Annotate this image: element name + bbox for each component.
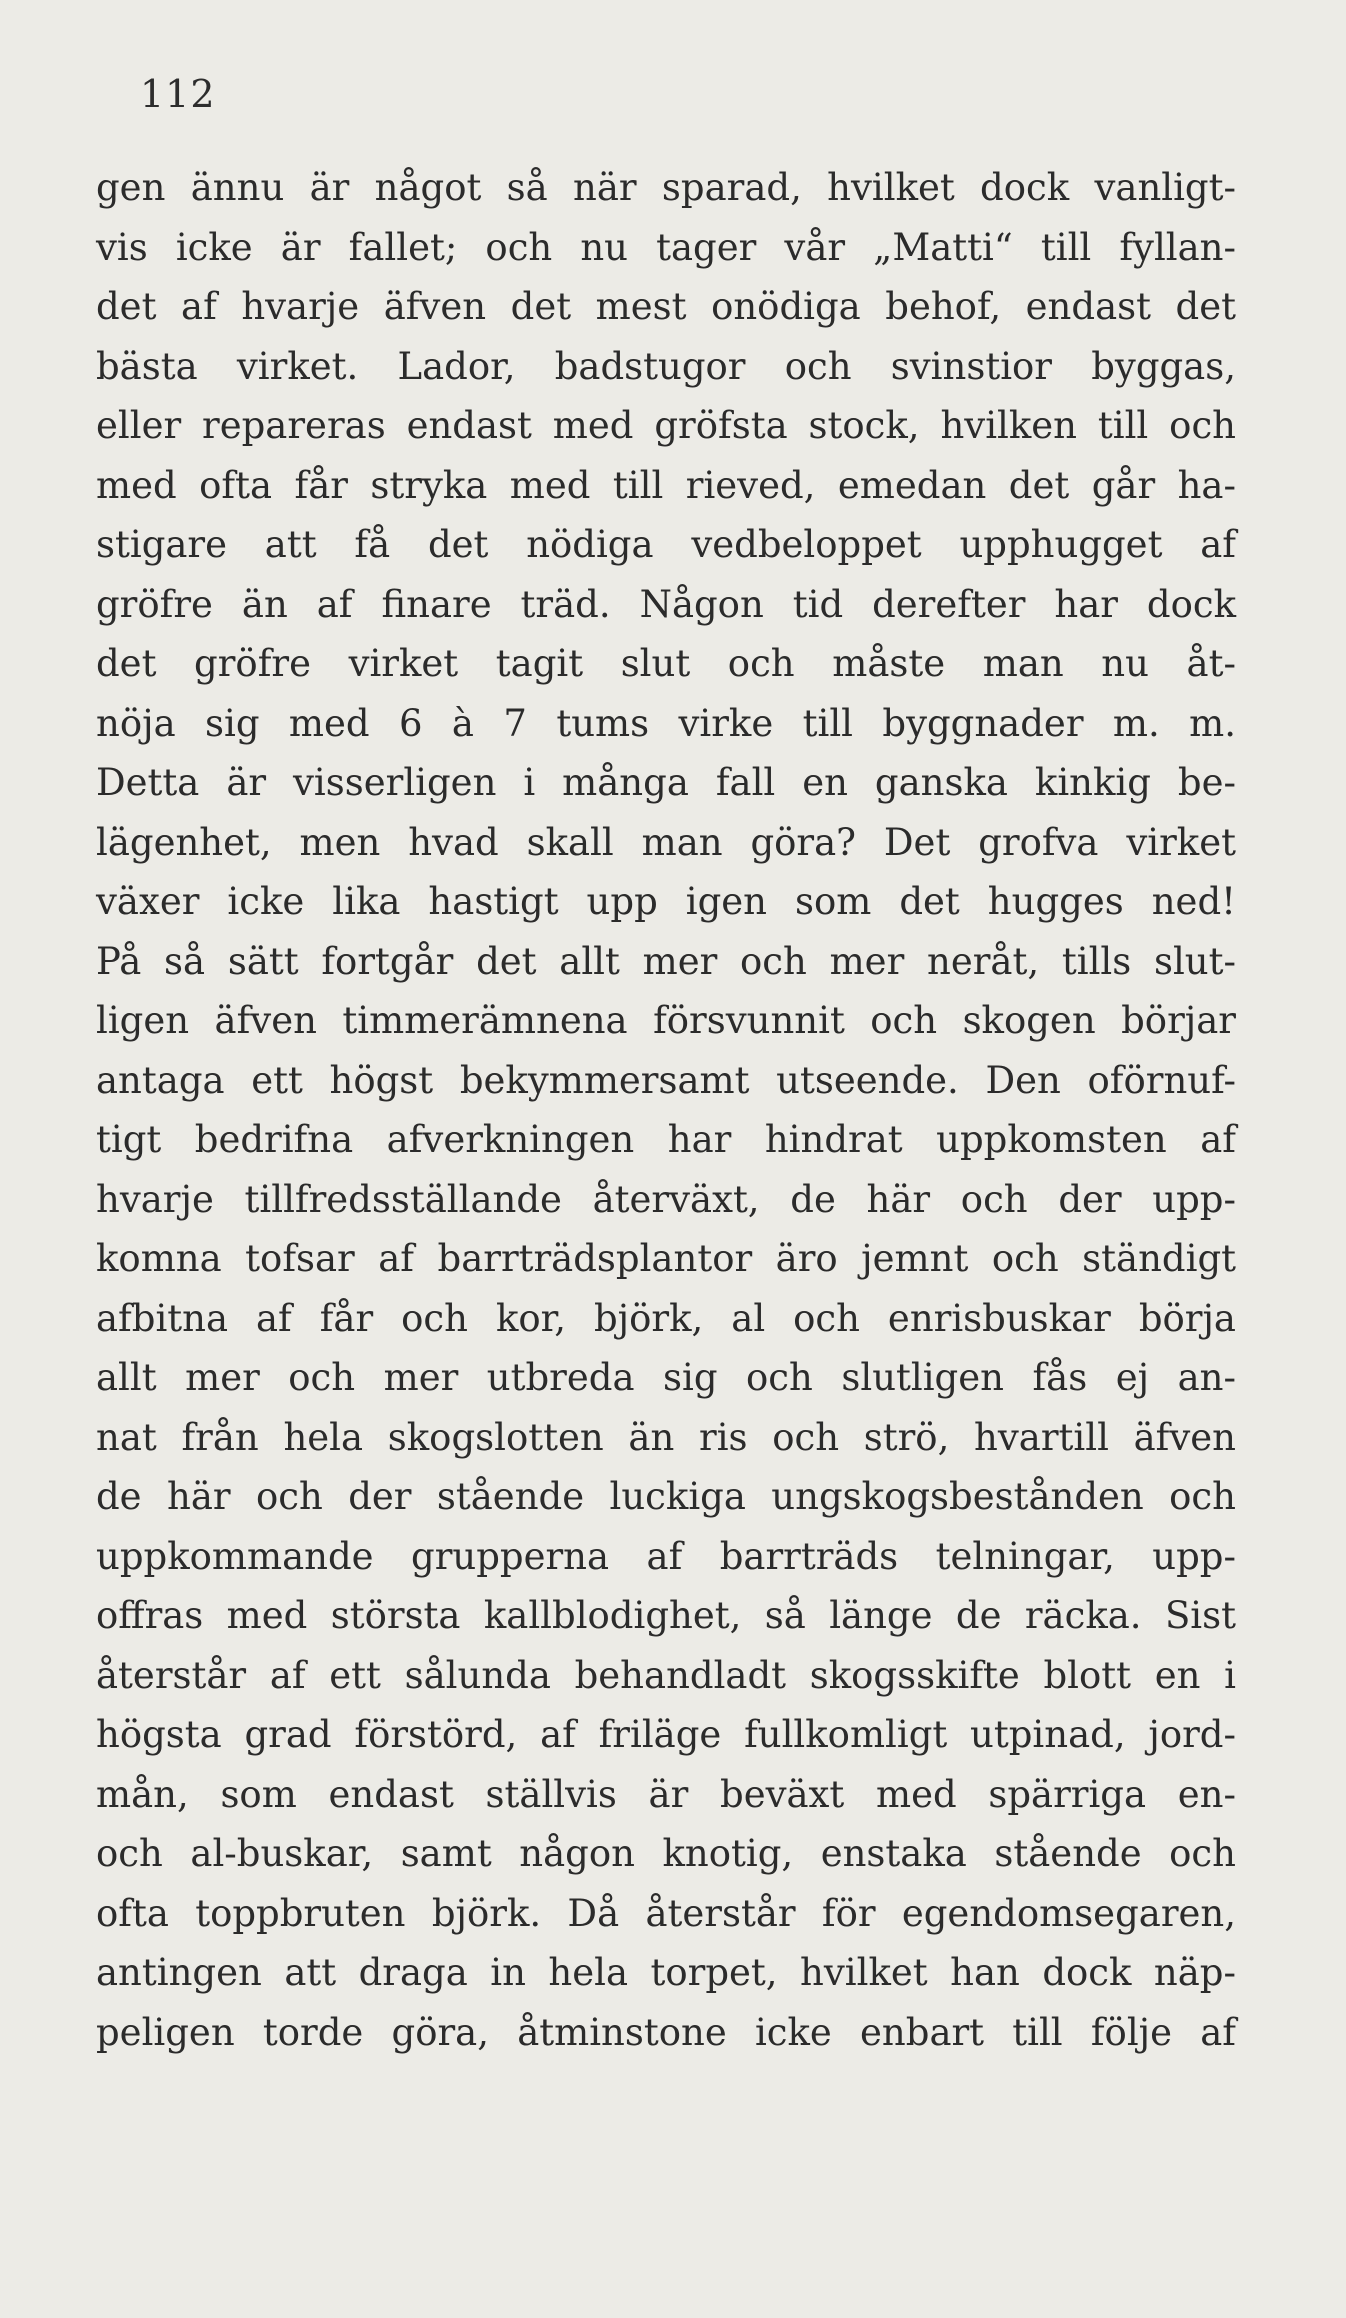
text-line: tigt bedrifna afverkningen har hindrat uppkomsten af [96,1118,1236,1161]
text-line: vis icke är fallet; och nu tager vår „Matti“ till fyllan- [96,225,1236,269]
text-line: mån, som endast ställvis är beväxt med spärriga en- [96,1772,1236,1816]
text-line: det gröfre virket tagit slut och måste man nu åt- [96,642,1236,685]
text-line: antaga ett högst bekymmersamt utseende. Den oförnuf- [96,1058,1236,1102]
text-line: nat från hela skogslotten än ris och strö, hvartill äfven [96,1415,1236,1459]
text-line: gröfre än af finare träd. Någon tid derefter har dock [96,582,1236,626]
text-line: lägenhet, men hvad skall man göra? Det grofva virket [96,820,1236,864]
text-line: växer icke lika hastigt upp igen som det hugges ned! [96,880,1236,923]
text-line: antingen att draga in hela torpet, hvilket han dock näp- [96,1951,1236,1994]
text-line: Detta är visserligen i många fall en ganska kinkig be- [96,761,1236,804]
text-line: peligen torde göra, åtminstone icke enbart till följe af [96,2010,1236,2054]
text-line: uppkommande grupperna af barrträds telningar, upp- [96,1534,1236,1578]
text-line: det af hvarje äfven det mest onödiga behof, endast det [96,285,1236,328]
text-line: högsta grad förstörd, af friläge fullkomligt utpinad, jord- [96,1713,1236,1756]
body-text [96,158,1236,2062]
text-line: På så sätt fortgår det allt mer och mer neråt, tills slut- [96,939,1236,983]
text-line: allt mer och mer utbreda sig och slutligen fås ej an- [96,1356,1236,1399]
text-line: stigare att få det nödiga vedbeloppet upphugget af [96,523,1236,566]
text-line: offras med största kallblodighet, så länge de räcka. Sist [96,1594,1236,1637]
text-line: ofta toppbruten björk. Då återstår för egendomsegaren, [96,1891,1236,1935]
text-line: gen ännu är något så när sparad, hvilket dock vanligt- [96,166,1236,209]
page-number: 112 [140,72,216,116]
text-line: nöja sig med 6 à 7 tums virke till byggnader m. m. [96,701,1236,745]
text-line: med ofta får stryka med till rieved, emedan det går ha- [96,463,1236,507]
text-line: och al-buskar, samt någon knotig, enstaka stående och [96,1832,1236,1875]
text-line: de här och der stående luckiga ungskogsbestånden och [96,1475,1236,1518]
text-line: återstår af ett sålunda behandladt skogsskifte blott en i [96,1653,1236,1697]
text-line: komna tofsar af barrträdsplantor äro jemnt och ständigt [96,1237,1236,1280]
text-line: bästa virket. Lador, badstugor och svinstior byggas, [96,344,1236,388]
text-line: ligen äfven timmerämnena försvunnit och skogen börjar [96,999,1236,1042]
text-line: hvarje tillfredsställande återväxt, de här och der upp- [96,1177,1236,1221]
text-line: eller repareras endast med gröfsta stock, hvilken till och [96,404,1236,447]
text-line: afbitna af får och kor, björk, al och enrisbuskar börja [96,1296,1236,1340]
